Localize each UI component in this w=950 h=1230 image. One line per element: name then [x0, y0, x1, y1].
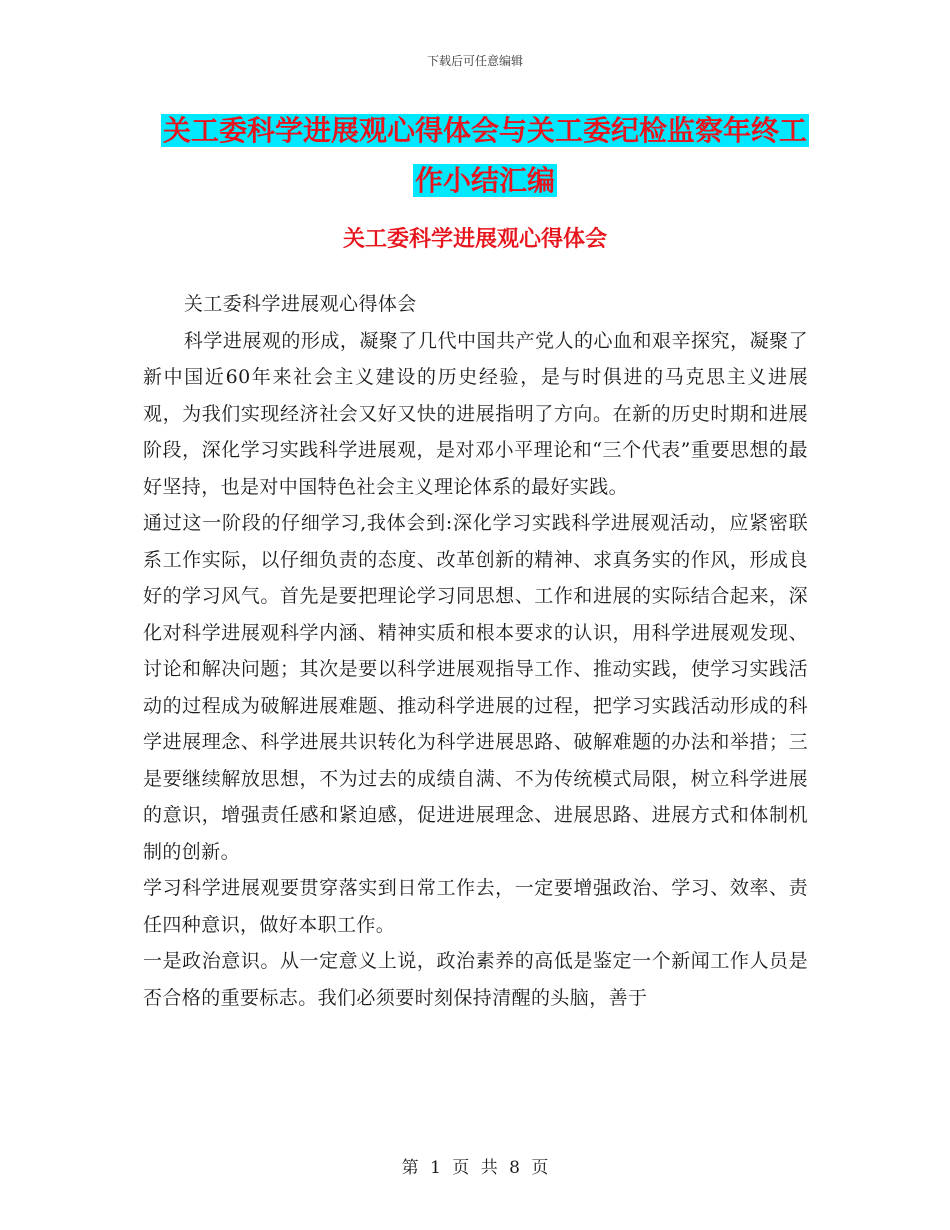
paragraph-subtitle: 关工委科学进展观心得体会 [183, 293, 417, 315]
header-note: 下载后可任意编辑 [426, 54, 523, 68]
paragraph: 学习科学进展观要贯穿落实到日常工作去，一定要增强政治、学习、效率、责任四种意识，做好本职工作。 [143, 877, 808, 936]
title-line-1: 关工委科学进展观心得体会与关工委纪检监察年终工 [162, 114, 807, 147]
page-footer: 第 1 页 共 8 页 [401, 1158, 549, 1178]
document-body [143, 286, 808, 1016]
paragraph: 科学进展观的形成，凝聚了几代中国共产党人的心血和艰辛探究，凝聚了新中国近60年来社会主义建设的历史经验，是与时俱进的马克思主义进展观，为我们实现经济社会又好又快的进展指明了方向。在新的历史时期和进展阶段，深化学习实践科学进展观，是对邓小平理论和“三个代表”重要思想的最好坚持，也是对中国特色社会主义理论体系的最好实践。 [143, 329, 808, 498]
document-title [140, 106, 830, 206]
title-line-2: 作小结汇编 [414, 164, 555, 197]
section-title: 关工委科学进展观心得体会 [342, 227, 607, 252]
paragraph: 通过这一阶段的仔细学习,我体会到:深化学习实践科学进展观活动，应紧密联系工作实际，以仔细负责的态度、改革创新的精神、求真务实的作风，形成良好的学习风气。首先是要把理论学习同思想、工作和进展的实际结合起来，深化对科学进展观科学内涵、精神实质和根本要求的认识，用科学进展观发现、讨论和解决问题；其次是要以科学进展观指导工作、推动实践，使学习实践活动的过程成为破解进展难题、推动科学进展的过程，把学习实践活动形成的科学进展理念、科学进展共识转化为科学进展思路、破解难题的办法和举措；三是要继续解放思想，不为过去的成绩自满、不为传统模式局限，树立科学进展的意识，增强责任感和紧迫感，促进进展理念、进展思路、进展方式和体制机制的创新。 [143, 512, 808, 863]
paragraph: 一是政治意识。从一定意义上说，政治素养的高低是鉴定一个新闻工作人员是否合格的重要标志。我们必须要时刻保持清醒的头脑，善于 [143, 950, 808, 1009]
